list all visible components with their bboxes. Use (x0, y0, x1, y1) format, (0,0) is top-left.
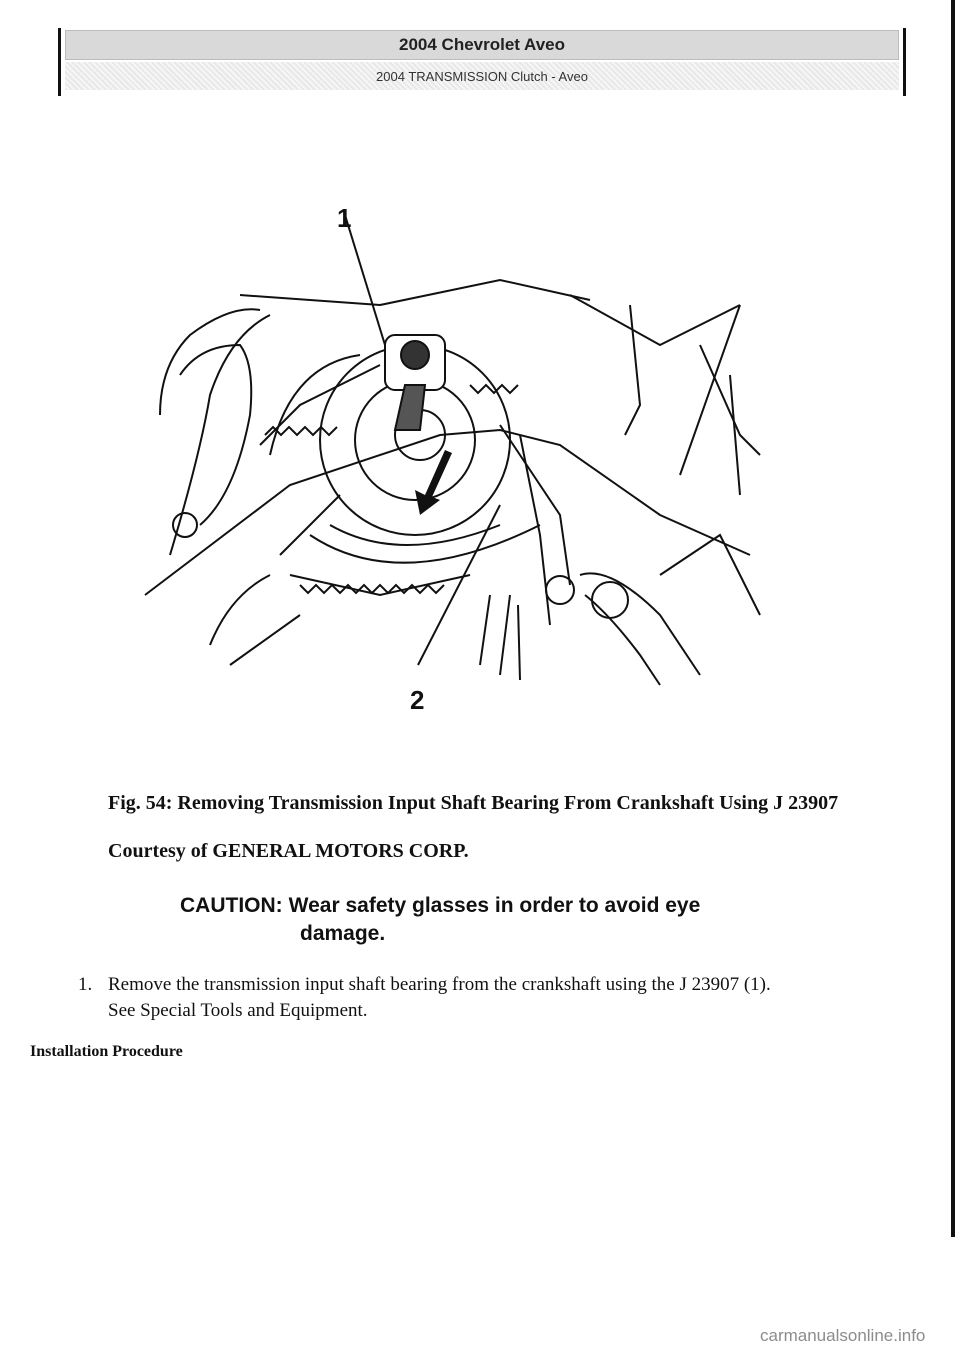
bearing-removal-illustration (140, 195, 780, 715)
step-text: Remove the transmission input shaft bearing from the crankshaft using the J 23907 (1). (108, 974, 771, 995)
page-border-rule (951, 0, 955, 1237)
figure-credit: Courtesy of GENERAL MOTORS CORP. (108, 840, 469, 862)
site-watermark: carmanualsonline.info (760, 1326, 926, 1345)
step-number: 1. (78, 974, 93, 995)
caution-note (180, 892, 760, 948)
section-subtitle: 2004 TRANSMISSION Clutch - Aveo (65, 62, 899, 90)
caution-text-line1: Wear safety glasses in order to avoid eye (288, 894, 701, 917)
step-suffix: . (362, 1000, 368, 1021)
caution-label: CAUTION: (180, 894, 283, 917)
engine-line-drawing (140, 195, 780, 715)
callout-1: 1 (337, 203, 352, 233)
installation-procedure-heading: Installation Procedure (30, 1043, 183, 1060)
vehicle-title: 2004 Chevrolet Aveo (65, 30, 899, 60)
caution-text-line2: damage. (300, 922, 386, 945)
page-header (58, 28, 906, 96)
callout-2: 2 (410, 685, 425, 715)
figure-caption: Fig. 54: Removing Transmission Input Shaft Bearing From Crankshaft Using J 23907 (108, 792, 839, 814)
special-tools-link[interactable]: See Special Tools and Equipment (108, 1000, 363, 1021)
